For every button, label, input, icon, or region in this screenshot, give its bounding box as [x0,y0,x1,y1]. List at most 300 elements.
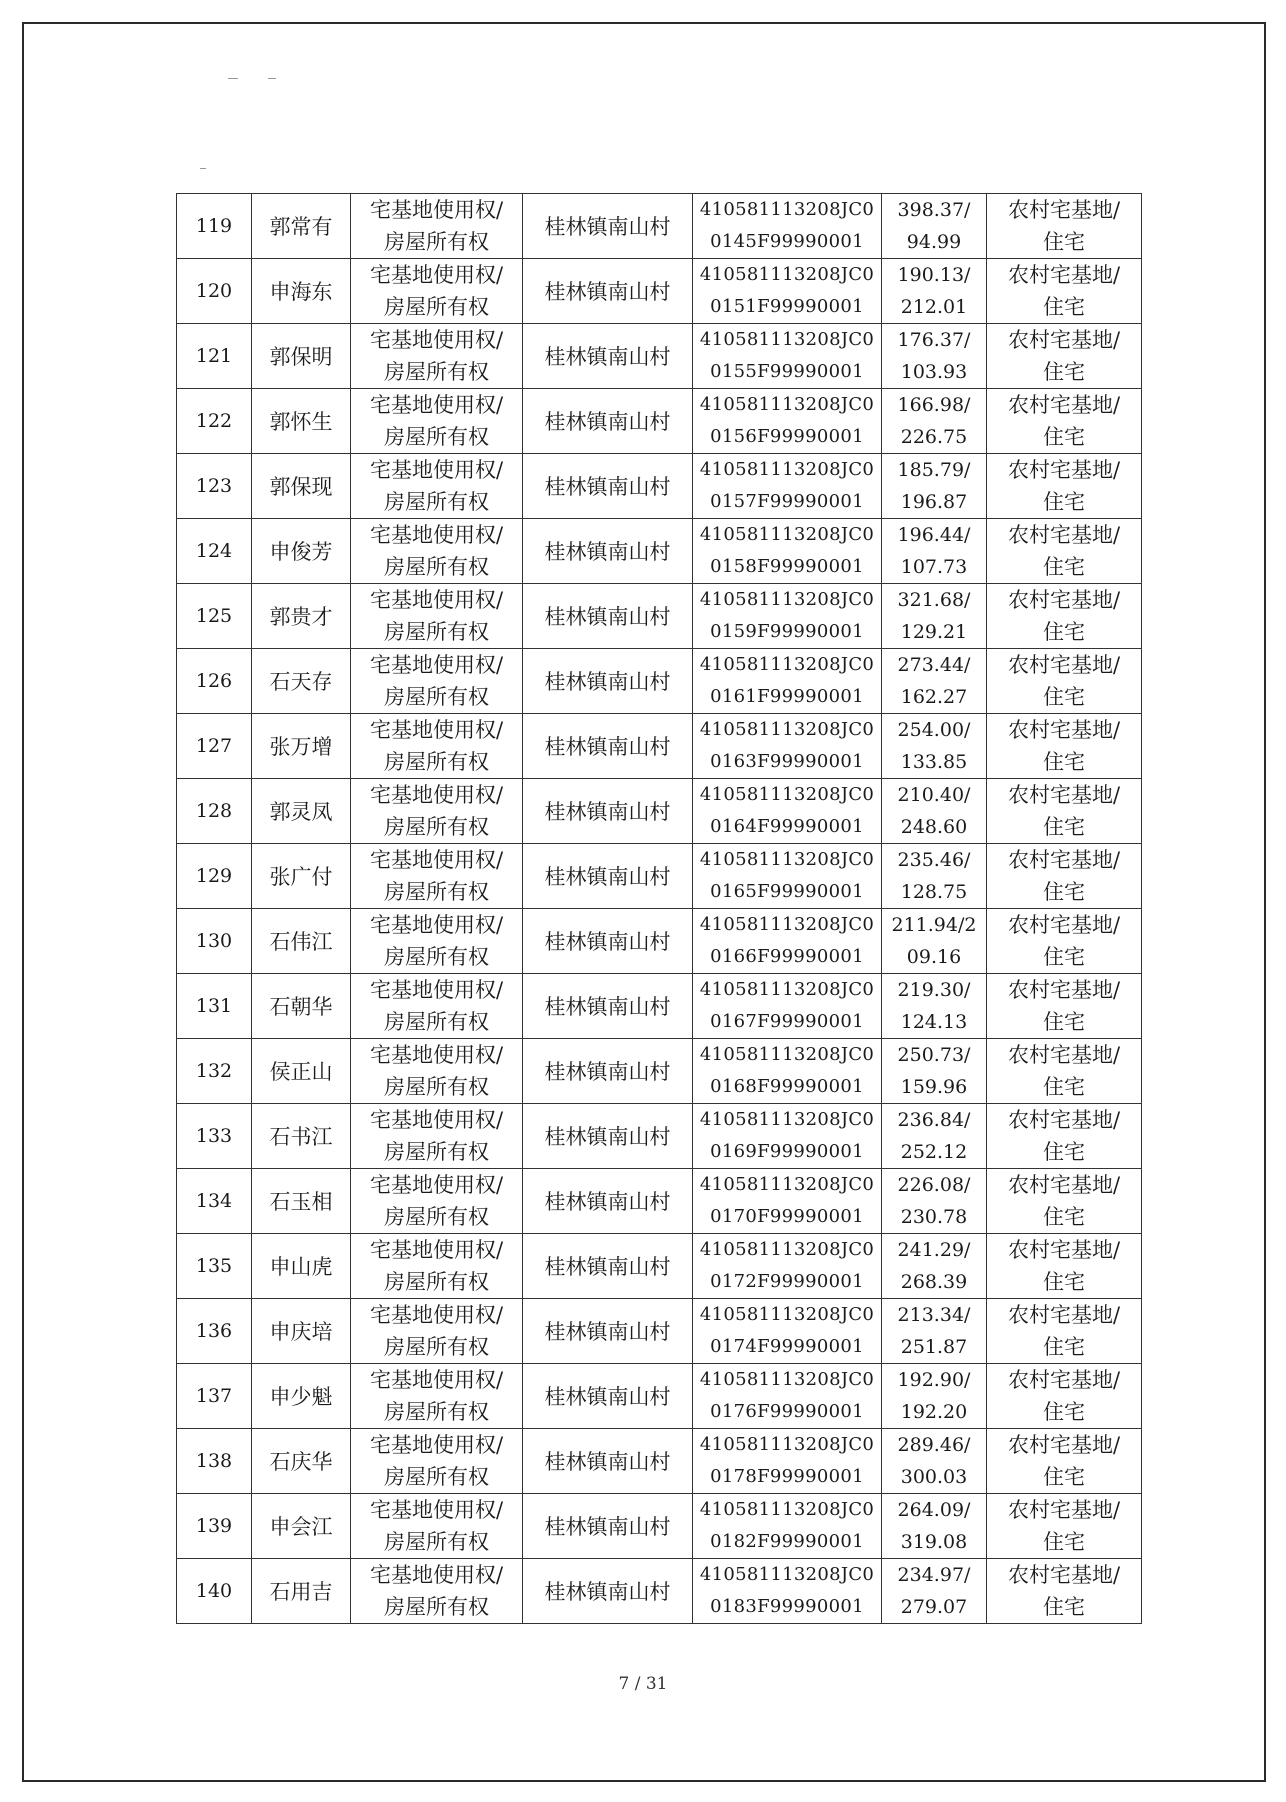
land-use [987,194,1142,259]
area [882,259,987,324]
right-type-line: 宅基地使用权/ [369,393,504,417]
land-use [987,844,1142,909]
land-use-line: 农村宅基地/ [1007,523,1121,547]
land-use-line: 农村宅基地/ [1007,653,1121,677]
unit-code-line: 0156F99990001 [710,426,864,447]
right-type [351,1234,523,1299]
area-line: 289.46/ [897,1434,971,1456]
unit-code-line: 0176F99990001 [710,1401,864,1422]
right-type-line: 房屋所有权 [384,230,489,254]
area-line: 09.16 [906,946,962,968]
unit-code-line: 410581113208JC0 [699,1369,875,1390]
unit-code-line: 0151F99990001 [710,296,864,317]
area-line: 159.96 [900,1076,968,1098]
scan-speck [268,78,276,79]
area-line: 196.87 [900,491,968,513]
area-line: 192.20 [900,1401,968,1423]
unit-code [693,1169,882,1234]
unit-code-line: 410581113208JC0 [699,1564,875,1585]
area [882,1039,987,1104]
unit-code [693,974,882,1039]
right-type-line: 宅基地使用权/ [369,1563,504,1587]
right-type-line: 房屋所有权 [384,490,489,514]
owner-name: 石朝华 [252,974,351,1039]
right-type-line: 房屋所有权 [384,555,489,579]
location: 桂林镇南山村 [523,259,693,324]
right-type [351,714,523,779]
unit-code-line: 0178F99990001 [710,1466,864,1487]
table-row [177,584,1142,649]
land-use-line: 农村宅基地/ [1007,848,1121,872]
area [882,1104,987,1169]
right-type [351,389,523,454]
location: 桂林镇南山村 [523,1299,693,1364]
table-row [177,194,1142,259]
unit-code [693,779,882,844]
owner-name: 石玉相 [252,1169,351,1234]
unit-code [693,1559,882,1624]
right-type [351,1169,523,1234]
area [882,779,987,844]
right-type [351,194,523,259]
row-number: 135 [177,1234,252,1299]
owner-name: 郭常有 [252,194,351,259]
table-row [177,649,1142,714]
area-line: 124.13 [900,1011,968,1033]
right-type-line: 房屋所有权 [384,880,489,904]
land-use [987,454,1142,519]
right-type [351,974,523,1039]
row-number: 140 [177,1559,252,1624]
land-use-line: 住宅 [1043,1010,1085,1034]
area [882,194,987,259]
location: 桂林镇南山村 [523,779,693,844]
right-type-line: 宅基地使用权/ [369,198,504,222]
area-line: 230.78 [900,1206,968,1228]
right-type-line: 宅基地使用权/ [369,1498,504,1522]
right-type [351,584,523,649]
right-type-line: 房屋所有权 [384,1140,489,1164]
right-type-line: 宅基地使用权/ [369,848,504,872]
area-line: 321.68/ [897,589,971,611]
area-line: 213.34/ [897,1304,971,1326]
owner-name: 张广付 [252,844,351,909]
land-use-line: 住宅 [1043,945,1085,969]
table-row [177,844,1142,909]
unit-code [693,909,882,974]
unit-code [693,1364,882,1429]
right-type-line: 宅基地使用权/ [369,653,504,677]
owner-name: 石庆华 [252,1429,351,1494]
unit-code [693,324,882,389]
unit-code-line: 0157F99990001 [710,491,864,512]
right-type-line: 宅基地使用权/ [369,1433,504,1457]
land-use [987,389,1142,454]
location: 桂林镇南山村 [523,1559,693,1624]
location: 桂林镇南山村 [523,389,693,454]
unit-code [693,1494,882,1559]
table-row [177,909,1142,974]
table-row [177,779,1142,844]
unit-code-line: 410581113208JC0 [699,914,875,935]
right-type-line: 房屋所有权 [384,360,489,384]
table-row [177,1169,1142,1234]
row-number: 128 [177,779,252,844]
area-line: 226.75 [900,426,968,448]
property-records-table [176,193,1142,1624]
unit-code-line: 0166F99990001 [710,946,864,967]
right-type-line: 房屋所有权 [384,945,489,969]
location: 桂林镇南山村 [523,1039,693,1104]
land-use-line: 农村宅基地/ [1007,263,1121,287]
table-row [177,1559,1142,1624]
row-number: 122 [177,389,252,454]
area-line: 248.60 [900,816,968,838]
area-line: 133.85 [900,751,968,773]
location: 桂林镇南山村 [523,844,693,909]
table-row [177,1299,1142,1364]
right-type-line: 房屋所有权 [384,1530,489,1554]
land-use [987,974,1142,1039]
area-line: 128.75 [900,881,968,903]
area-line: 279.07 [900,1596,968,1618]
land-use [987,649,1142,714]
owner-name: 申俊芳 [252,519,351,584]
land-use-line: 农村宅基地/ [1007,328,1121,352]
right-type-line: 房屋所有权 [384,295,489,319]
right-type-line: 宅基地使用权/ [369,328,504,352]
right-type-line: 房屋所有权 [384,750,489,774]
unit-code-line: 0170F99990001 [710,1206,864,1227]
right-type-line: 房屋所有权 [384,1270,489,1294]
location: 桂林镇南山村 [523,324,693,389]
table-row [177,1429,1142,1494]
area [882,1364,987,1429]
location: 桂林镇南山村 [523,714,693,779]
land-use [987,1039,1142,1104]
area-line: 94.99 [906,231,962,253]
area-line: 398.37/ [897,199,971,221]
land-use-line: 住宅 [1043,1400,1085,1424]
unit-code [693,584,882,649]
owner-name: 石用吉 [252,1559,351,1624]
owner-name: 石伟江 [252,909,351,974]
location: 桂林镇南山村 [523,194,693,259]
right-type [351,649,523,714]
land-use [987,1104,1142,1169]
row-number: 126 [177,649,252,714]
location: 桂林镇南山村 [523,1429,693,1494]
unit-code-line: 0159F99990001 [710,621,864,642]
land-use-line: 农村宅基地/ [1007,718,1121,742]
land-use-line: 农村宅基地/ [1007,588,1121,612]
row-number: 138 [177,1429,252,1494]
unit-code [693,1429,882,1494]
unit-code-line: 0169F99990001 [710,1141,864,1162]
unit-code [693,389,882,454]
unit-code-line: 410581113208JC0 [699,719,875,740]
area-line: 166.98/ [897,394,971,416]
land-use-line: 住宅 [1043,685,1085,709]
land-use-line: 住宅 [1043,1075,1085,1099]
land-use [987,1299,1142,1364]
page-number: 7 / 31 [618,1674,668,1694]
area [882,714,987,779]
location: 桂林镇南山村 [523,1494,693,1559]
land-use-line: 住宅 [1043,1530,1085,1554]
table-row [177,259,1142,324]
table-row [177,1039,1142,1104]
right-type-line: 宅基地使用权/ [369,1368,504,1392]
area-line: 176.37/ [897,329,971,351]
unit-code-line: 0167F99990001 [710,1011,864,1032]
area-line: 196.44/ [897,524,971,546]
unit-code-line: 410581113208JC0 [699,1044,875,1065]
area-line: 235.46/ [897,849,971,871]
unit-code-line: 410581113208JC0 [699,979,875,1000]
land-use-line: 农村宅基地/ [1007,458,1121,482]
land-use-line: 住宅 [1043,880,1085,904]
area-line: 300.03 [900,1466,968,1488]
right-type [351,1104,523,1169]
area-line: 192.90/ [897,1369,971,1391]
row-number: 125 [177,584,252,649]
land-use [987,909,1142,974]
location: 桂林镇南山村 [523,1104,693,1169]
unit-code-line: 410581113208JC0 [699,849,875,870]
unit-code-line: 0145F99990001 [710,231,864,252]
land-use [987,1364,1142,1429]
area-line: 107.73 [900,556,968,578]
owner-name: 郭贵才 [252,584,351,649]
area-line: 219.30/ [897,979,971,1001]
right-type [351,1364,523,1429]
area [882,324,987,389]
right-type-line: 宅基地使用权/ [369,1108,504,1132]
area-line: 103.93 [900,361,968,383]
unit-code [693,194,882,259]
land-use [987,1559,1142,1624]
unit-code [693,259,882,324]
row-number: 129 [177,844,252,909]
unit-code-line: 0168F99990001 [710,1076,864,1097]
land-use-line: 农村宅基地/ [1007,1563,1121,1587]
land-use-line: 农村宅基地/ [1007,913,1121,937]
location: 桂林镇南山村 [523,1169,693,1234]
area [882,1169,987,1234]
area [882,389,987,454]
right-type-line: 房屋所有权 [384,1465,489,1489]
land-use-line: 住宅 [1043,1140,1085,1164]
right-type-line: 宅基地使用权/ [369,458,504,482]
unit-code [693,714,882,779]
right-type-line: 宅基地使用权/ [369,978,504,1002]
land-use-line: 农村宅基地/ [1007,1043,1121,1067]
unit-code-line: 410581113208JC0 [699,1499,875,1520]
row-number: 137 [177,1364,252,1429]
area-line: 273.44/ [897,654,971,676]
area [882,454,987,519]
right-type-line: 房屋所有权 [384,620,489,644]
row-number: 130 [177,909,252,974]
location: 桂林镇南山村 [523,649,693,714]
unit-code [693,1234,882,1299]
unit-code-line: 0183F99990001 [710,1596,864,1617]
right-type-line: 房屋所有权 [384,1595,489,1619]
right-type-line: 宅基地使用权/ [369,263,504,287]
right-type-line: 宅基地使用权/ [369,1173,504,1197]
unit-code-line: 410581113208JC0 [699,1109,875,1130]
right-type [351,259,523,324]
unit-code [693,519,882,584]
unit-code-line: 410581113208JC0 [699,654,875,675]
right-type-line: 房屋所有权 [384,685,489,709]
right-type [351,1429,523,1494]
right-type-line: 房屋所有权 [384,1400,489,1424]
table-row [177,1234,1142,1299]
land-use-line: 住宅 [1043,750,1085,774]
unit-code-line: 0182F99990001 [710,1531,864,1552]
right-type-line: 宅基地使用权/ [369,588,504,612]
land-use [987,259,1142,324]
unit-code-line: 0161F99990001 [710,686,864,707]
table-row [177,454,1142,519]
area-line: 211.94/2 [891,914,977,936]
area-line: 226.08/ [897,1174,971,1196]
row-number: 131 [177,974,252,1039]
land-use-line: 住宅 [1043,1465,1085,1489]
area-line: 210.40/ [897,784,971,806]
owner-name: 郭保现 [252,454,351,519]
area [882,974,987,1039]
location: 桂林镇南山村 [523,584,693,649]
unit-code-line: 0172F99990001 [710,1271,864,1292]
location: 桂林镇南山村 [523,454,693,519]
land-use-line: 住宅 [1043,555,1085,579]
unit-code-line: 410581113208JC0 [699,1239,875,1260]
right-type-line: 房屋所有权 [384,815,489,839]
unit-code-line: 410581113208JC0 [699,1304,875,1325]
row-number: 132 [177,1039,252,1104]
unit-code-line: 410581113208JC0 [699,459,875,480]
area-line: 234.97/ [897,1564,971,1586]
right-type-line: 宅基地使用权/ [369,783,504,807]
land-use-line: 农村宅基地/ [1007,393,1121,417]
table-row [177,519,1142,584]
land-use-line: 住宅 [1043,425,1085,449]
location: 桂林镇南山村 [523,974,693,1039]
right-type [351,1039,523,1104]
right-type-line: 房屋所有权 [384,425,489,449]
unit-code-line: 410581113208JC0 [699,199,875,220]
right-type-line: 房屋所有权 [384,1075,489,1099]
area-line: 236.84/ [897,1109,971,1131]
right-type [351,1559,523,1624]
location: 桂林镇南山村 [523,1364,693,1429]
unit-code-line: 0164F99990001 [710,816,864,837]
owner-name: 郭怀生 [252,389,351,454]
land-use [987,584,1142,649]
table-row [177,389,1142,454]
land-use-line: 农村宅基地/ [1007,1498,1121,1522]
land-use-line: 住宅 [1043,620,1085,644]
area [882,1429,987,1494]
unit-code [693,1104,882,1169]
right-type [351,519,523,584]
area-line: 251.87 [900,1336,968,1358]
row-number: 133 [177,1104,252,1169]
table-row [177,324,1142,389]
row-number: 124 [177,519,252,584]
scan-speck [200,168,206,169]
right-type-line: 宅基地使用权/ [369,523,504,547]
area [882,844,987,909]
area-line: 241.29/ [897,1239,971,1261]
unit-code-line: 0174F99990001 [710,1336,864,1357]
unit-code-line: 0155F99990001 [710,361,864,382]
land-use-line: 住宅 [1043,815,1085,839]
land-use-line: 住宅 [1043,295,1085,319]
unit-code-line: 410581113208JC0 [699,524,875,545]
area-line: 264.09/ [897,1499,971,1521]
right-type [351,909,523,974]
unit-code-line: 410581113208JC0 [699,589,875,610]
land-use-line: 农村宅基地/ [1007,1368,1121,1392]
area [882,584,987,649]
right-type [351,1299,523,1364]
unit-code-line: 0163F99990001 [710,751,864,772]
row-number: 120 [177,259,252,324]
area-line: 185.79/ [897,459,971,481]
area [882,1234,987,1299]
right-type-line: 宅基地使用权/ [369,718,504,742]
unit-code-line: 0165F99990001 [710,881,864,902]
unit-code [693,649,882,714]
area [882,1494,987,1559]
table-row [177,974,1142,1039]
land-use [987,714,1142,779]
area [882,909,987,974]
unit-code [693,1299,882,1364]
unit-code [693,1039,882,1104]
owner-name: 申会江 [252,1494,351,1559]
unit-code [693,454,882,519]
land-use-line: 住宅 [1043,1335,1085,1359]
unit-code-line: 410581113208JC0 [699,329,875,350]
records-body [177,194,1142,1624]
area [882,1299,987,1364]
land-use-line: 农村宅基地/ [1007,1238,1121,1262]
row-number: 139 [177,1494,252,1559]
area-line: 268.39 [900,1271,968,1293]
right-type-line: 宅基地使用权/ [369,1043,504,1067]
table-row [177,1104,1142,1169]
land-use-line: 住宅 [1043,1270,1085,1294]
land-use [987,1429,1142,1494]
land-use-line: 住宅 [1043,1205,1085,1229]
right-type [351,1494,523,1559]
owner-name: 申少魁 [252,1364,351,1429]
land-use [987,519,1142,584]
location: 桂林镇南山村 [523,1234,693,1299]
owner-name: 申庆培 [252,1299,351,1364]
owner-name: 石天存 [252,649,351,714]
land-use-line: 住宅 [1043,1595,1085,1619]
land-use-line: 农村宅基地/ [1007,1433,1121,1457]
table-row [177,1494,1142,1559]
area-line: 190.13/ [897,264,971,286]
owner-name: 石书江 [252,1104,351,1169]
